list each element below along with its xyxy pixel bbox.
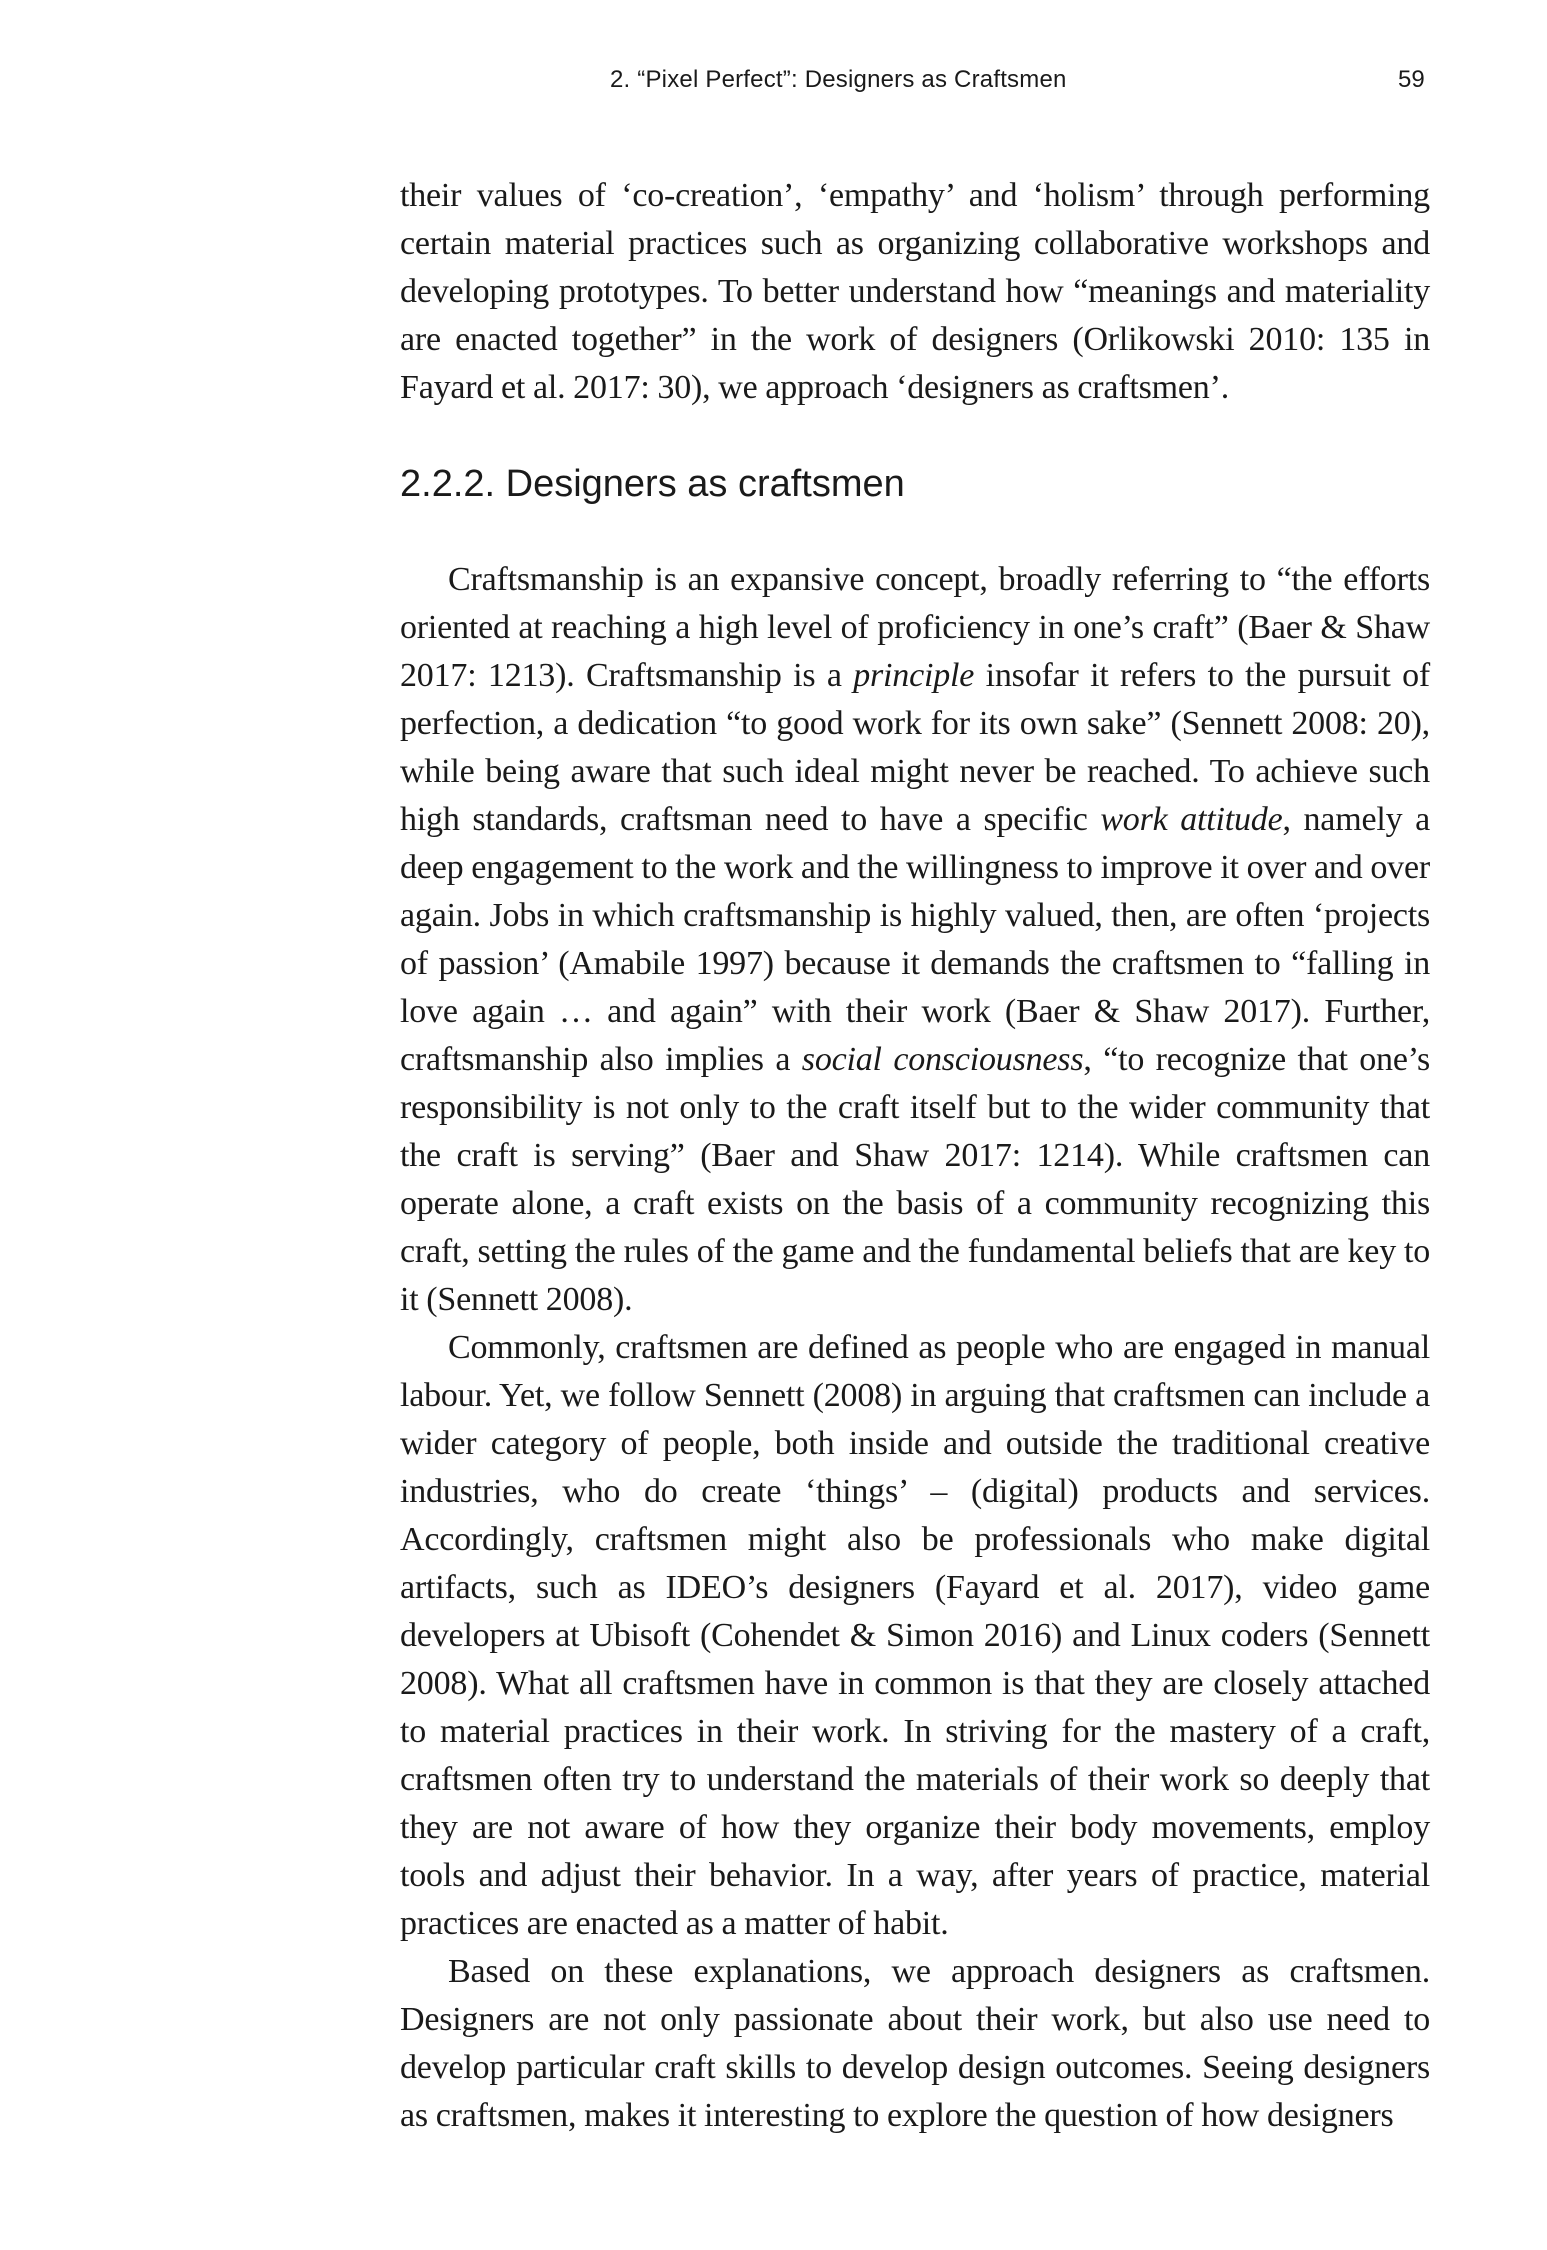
paragraph-text: , namely a deep engagement to the work and the willingness to improve it over and over again. Jobs in which craftsmanship is highly valued, then, are often ‘projects of passion’ (Amabile 1997) because it demands the craftsmen to “falling in love again … and again” with their work (Baer & Shaw 2017). Further, craftsmanship also implies a bbox=[400, 801, 1430, 1078]
paragraph-craftsmanship-definition bbox=[400, 556, 1430, 1324]
paragraph-designers-as-craftsmen: Based on these explanations, we approach designers as craftsmen. Designers are not only passionate about their work, but also use need to develop particular craft skills to develop design outcomes. Seeing designers as craftsmen, makes it interesting to explore the question of how designers bbox=[400, 1953, 1430, 2134]
paragraph-text: insofar it refers to the pursuit of perfection, a dedication “to good work for its own sake” (Sennett 2008: 20), while being aware that such ideal might never be reached. To achieve such high standards, craftsman need to have a specific bbox=[400, 657, 1430, 838]
paragraph-text: , “to recognize that one’s responsibility is not only to the craft itself but to the wider community that the craft is serving” (Baer and Shaw 2017: 1214). While craftsmen can operate alone, a craft exists on the basis of a community recognizing this craft, setting the rules of the game and the fundamental beliefs that are key to it (Sennett 2008). bbox=[400, 1041, 1430, 1318]
section-heading: 2.2.2. Designers as craftsmen bbox=[400, 463, 905, 505]
paragraph-continuation: their values of ‘co-creation’, ‘empathy’ and ‘holism’ through performing certain material practices such as organizing collaborative workshops and developing prototypes. To better understand how “meanings and materiality are enacted together” in the work of designers (Orlikowski 2010: 135 in Fayard et al. 2017: 30), we approach ‘designers as craftsmen’. bbox=[400, 177, 1430, 406]
emphasis-principle: principle bbox=[853, 657, 975, 694]
running-header-title: 2. “Pixel Perfect”: Designers as Craftsmen bbox=[610, 66, 1067, 93]
page-number: 59 bbox=[1398, 66, 1425, 93]
emphasis-work-attitude: work attitude bbox=[1100, 801, 1283, 838]
paragraph-craftsmen-category: Commonly, craftsmen are defined as people who are engaged in manual labour. Yet, we follow Sennett (2008) in arguing that craftsmen can include a wider category of people, both inside and outside the traditional creative industries, who do create ‘things’ – (digital) products and services. Accordingly, craftsmen might also be professionals who make digital artifacts, such as IDEO’s designers (Fayard et al. 2017), video game developers at Ubisoft (Cohendet & Simon 2016) and Linux coders (Sennett 2008). What all craftsmen have in common is that they are closely attached to material practices in their work. In striving for the mastery of a craft, craftsmen often try to understand the materials of their work so deeply that they are not aware of how they organize their body movements, employ tools and adjust their behavior. In a way, after years of practice, material practices are enacted as a matter of habit. bbox=[400, 1329, 1430, 1942]
page-body bbox=[400, 172, 1430, 2140]
paragraph-text: Craftsmanship is an expansive concept, broadly referring to “the efforts oriented at reaching a high level of proficiency in one’s craft” (Baer & Shaw 2017: 1213). Craftsmanship is a bbox=[400, 561, 1430, 694]
emphasis-social-consciousness: social consciousness bbox=[801, 1041, 1084, 1078]
